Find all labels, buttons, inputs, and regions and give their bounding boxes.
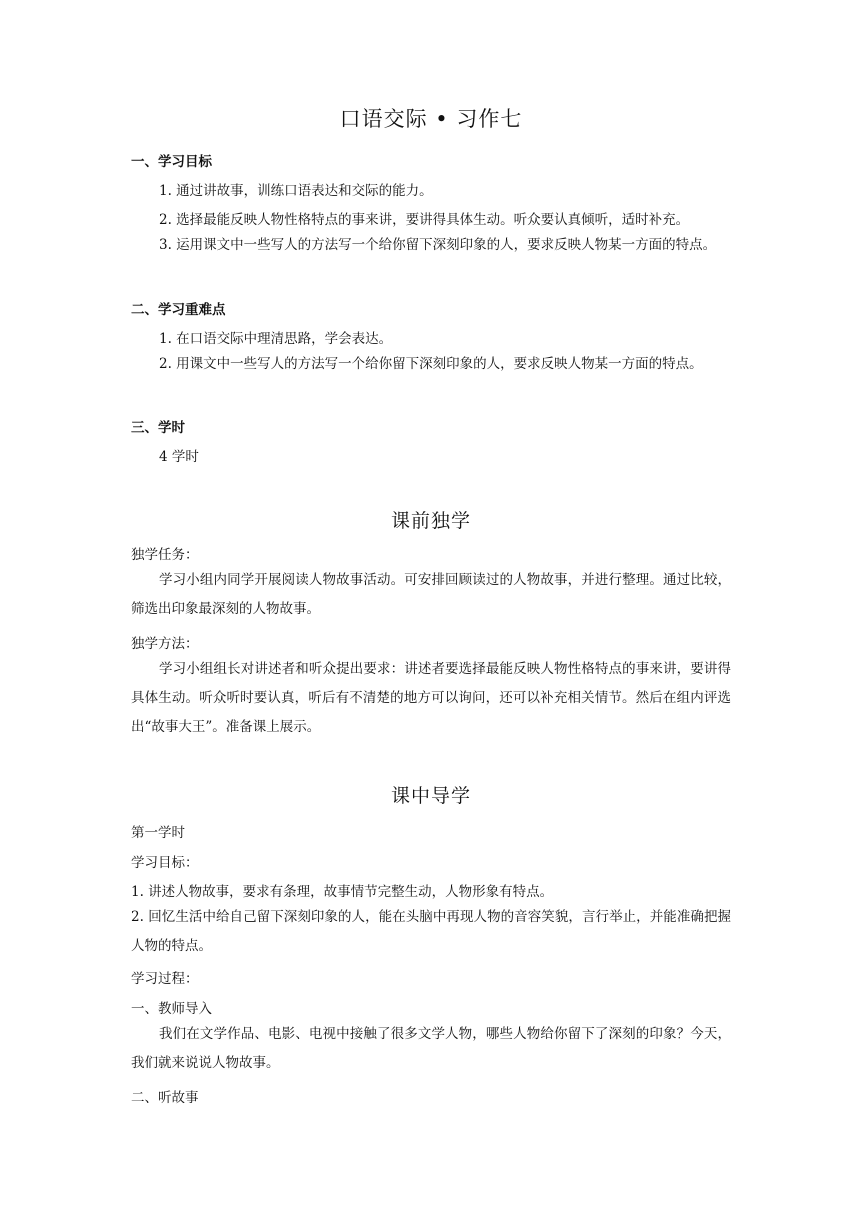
in-class-process-label: 学习过程：: [131, 971, 199, 987]
section-heading-keypoints: 二、学习重难点: [131, 302, 226, 318]
section-heading-goals: 一、学习目标: [131, 154, 212, 170]
in-class-goal-1: 1. 讲述人物故事，要求有条理，故事情节完整生动，人物形象有特点。: [131, 884, 554, 900]
pre-study-method-label: 独学方法：: [131, 636, 199, 652]
in-class-period: 第一学时: [131, 825, 185, 841]
in-class-goal-2: 2. 回忆生活中给自己留下深刻印象的人，能在头脑中再现人物的音容笑貌，言行举止，并能准确把握人物的特点。: [131, 909, 731, 954]
step1-heading: 一、教师导入: [131, 1001, 212, 1017]
pre-study-task-label: 独学任务：: [131, 547, 199, 563]
goal-item-3: 3. 运用课文中一些写人的方法写一个给你留下深刻印象的人，要求反映人物某一方面的特点。: [159, 237, 717, 253]
in-class-title: 课中导学: [390, 785, 471, 807]
keypoint-item-1: 1. 在口语交际中理清思路，学会表达。: [159, 331, 393, 347]
section-heading-hours: 三、学时: [131, 420, 185, 436]
pre-study-task-text: 学习小组内同学开展阅读人物故事活动。可安排回顾读过的人物故事，并进行整理。通过比较，筛选出印象最深刻的人物故事。: [131, 572, 731, 617]
document-title: 口语交际 • 习作七: [339, 107, 523, 131]
step2-heading: 二、听故事: [131, 1090, 199, 1106]
keypoint-item-2: 2. 用课文中一些写人的方法写一个给你留下深刻印象的人，要求反映人物某一方面的特点。: [159, 356, 703, 372]
pre-study-method-text: 学习小组组长对讲述者和听众提出要求：讲述者要选择最能反映人物性格特点的事来讲，要讲得具体生动。听众听时要认真，听后有不清楚的地方可以询问，还可以补充相关情节。然后在组内评选出“故事大王”。准备课上展示。: [131, 661, 731, 735]
step1-text: 我们在文学作品、电影、电视中接触了很多文学人物，哪些人物给你留下了深刻的印象？今天，我们就来说说人物故事。: [131, 1026, 731, 1071]
pre-study-title: 课前独学: [390, 510, 471, 532]
in-class-goal-label: 学习目标：: [131, 855, 199, 871]
goal-item-1: 1. 通过讲故事，训练口语表达和交际的能力。: [159, 183, 433, 199]
hours-value: 4 学时: [159, 449, 199, 465]
goal-item-2: 2. 选择最能反映人物性格特点的事来讲，要讲得具体生动。听众要认真倾听，适时补充。: [159, 212, 690, 228]
